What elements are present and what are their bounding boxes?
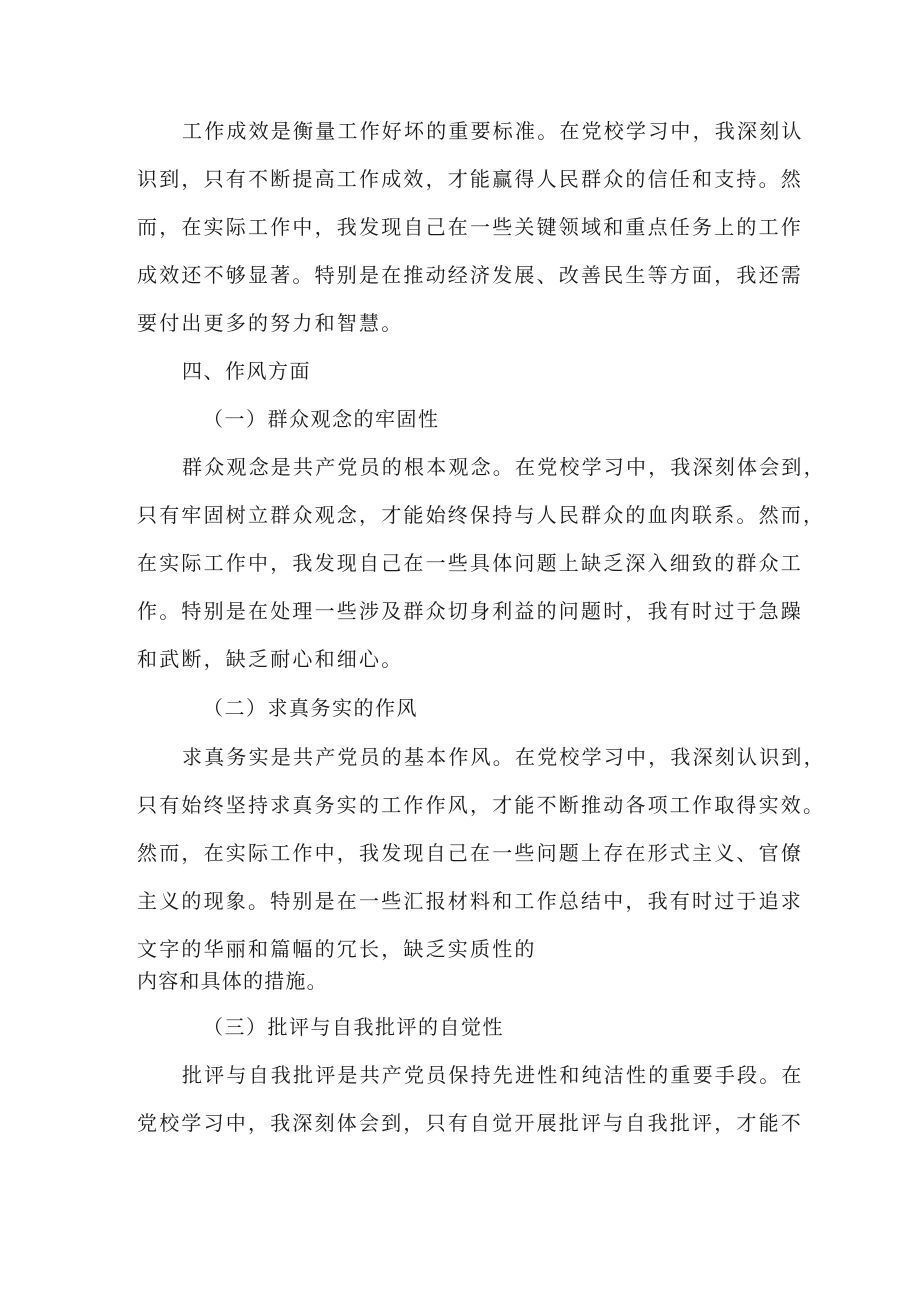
subsection-title-criticism: （三）批评与自我批评的自觉性 bbox=[203, 1015, 504, 1039]
paragraph-line: 在实际工作中，我发现自己在一些具体问题上缺乏深入细致的群众工 bbox=[137, 551, 803, 575]
paragraph-line: 然而，在实际工作中，我发现自己在一些问题上存在形式主义、官僚 bbox=[137, 841, 803, 865]
paragraph-line: 批评与自我批评是共产党员保持先进性和纯洁性的重要手段。在 bbox=[182, 1063, 804, 1087]
paragraph-line: 和武断，缺乏耐心和细心。 bbox=[137, 647, 404, 671]
paragraph-line: 识到，只有不断提高工作成效，才能赢得人民群众的信任和支持。然 bbox=[137, 167, 803, 191]
paragraph-line: 主义的现象。特别是在一些汇报材料和工作总结中，我有时过于追求 bbox=[137, 889, 803, 913]
paragraph-line: 内容和具体的措施。 bbox=[137, 969, 328, 993]
paragraph-line: 工作成效是衡量工作好坏的重要标准。在党校学习中，我深刻认 bbox=[182, 119, 804, 143]
paragraph-line: 党校学习中，我深刻体会到，只有自觉开展批评与自我批评，才能不 bbox=[137, 1111, 803, 1135]
paragraph-line: 只有始终坚持求真务实的工作作风，才能不断推动各项工作取得实效。 bbox=[137, 793, 826, 817]
paragraph-line: 文字的华丽和篇幅的冗长，缺乏实质性的 bbox=[137, 937, 537, 961]
subsection-title-mass-perspective: （一）群众观念的牢固性 bbox=[203, 407, 440, 431]
paragraph-line: 只有牢固树立群众观念，才能始终保持与人民群众的血肉联系。然而， bbox=[137, 503, 826, 527]
paragraph-line: 求真务实是共产党员的基本作风。在党校学习中，我深刻认识到， bbox=[182, 745, 826, 769]
section-heading-work-style: 四、作风方面 bbox=[182, 359, 311, 383]
paragraph-line: 群众观念是共产党员的根本观念。在党校学习中，我深刻体会到， bbox=[182, 455, 826, 479]
paragraph-line: 作。特别是在处理一些涉及群众切身利益的问题时，我有时过于急躁 bbox=[137, 599, 803, 623]
subsection-title-practical-style: （二）求真务实的作风 bbox=[203, 696, 418, 720]
paragraph-line: 成效还不够显著。特别是在推动经济发展、改善民生等方面，我还需 bbox=[137, 263, 803, 287]
paragraph-line: 而，在实际工作中，我发现自己在一些关键领域和重点任务上的工作 bbox=[137, 215, 803, 239]
paragraph-line: 要付出更多的努力和智慧。 bbox=[137, 311, 404, 335]
